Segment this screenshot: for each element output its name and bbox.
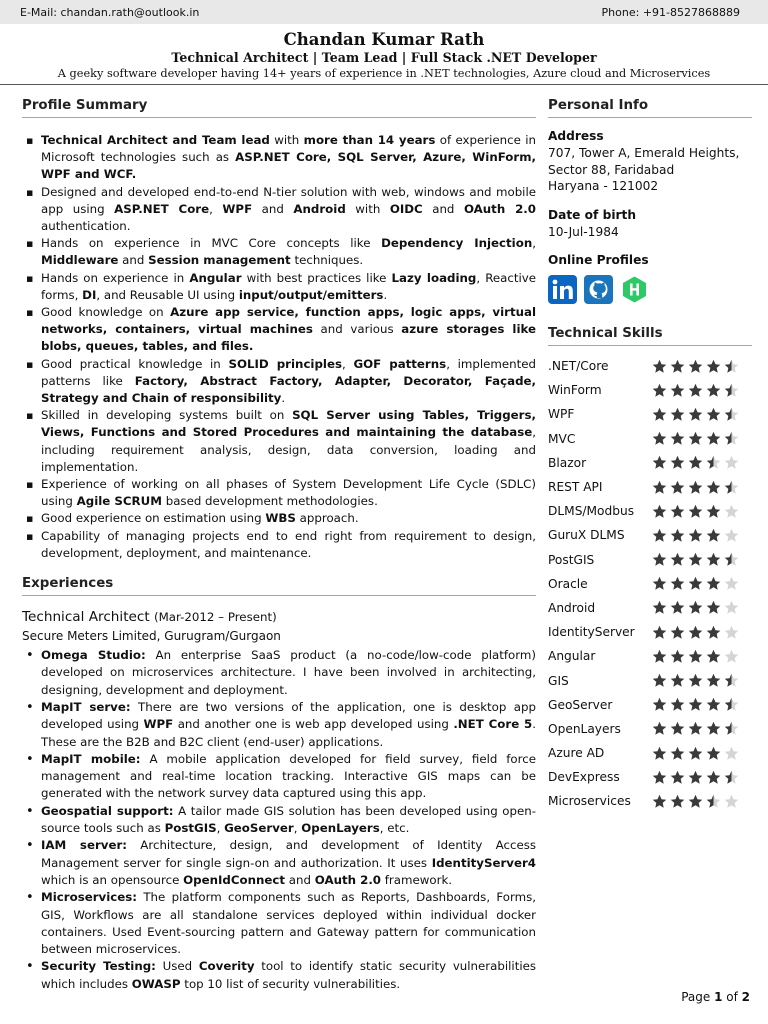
summary-bullet bbox=[22, 235, 536, 269]
online-profiles bbox=[548, 275, 752, 304]
skill-name: OpenLayers bbox=[548, 721, 621, 736]
job-title bbox=[22, 608, 536, 627]
star-icon bbox=[688, 625, 703, 640]
bold-text: Session management bbox=[148, 253, 291, 268]
star-icon bbox=[670, 794, 685, 809]
text-segment: , bbox=[293, 821, 302, 836]
project-bullet bbox=[22, 751, 536, 803]
star-icon bbox=[652, 504, 667, 519]
text-segment: framework. bbox=[381, 872, 453, 887]
bold-text: Android bbox=[293, 201, 346, 216]
text-segment: with best practices like bbox=[241, 270, 392, 285]
skill-row bbox=[548, 668, 752, 692]
candidate-tagline: A geeky software developer having 14+ years of experience in .NET technologies, Azure cloud and Microservices bbox=[57, 67, 711, 80]
bold-text: IAM server: bbox=[41, 838, 127, 853]
star-icon bbox=[652, 480, 667, 495]
skill-name: Angular bbox=[548, 649, 596, 664]
star-icon bbox=[670, 673, 685, 688]
star-icon bbox=[688, 600, 703, 615]
skill-rating bbox=[652, 455, 739, 470]
bold-text: ASP.NET Core, SQL Server, Azure, WinForm, WPF and WCF. bbox=[41, 150, 536, 182]
star-icon bbox=[688, 455, 703, 470]
text-segment: The platform components such as Reports, Dashboards, Forms, GIS, Workflows are all standalone services deployed within individual docker containers. Used Event-sourcing pattern and Gateway pattern for communication between microservices. bbox=[41, 890, 536, 957]
bold-text: input/output/emitters bbox=[238, 287, 384, 302]
project-bullet bbox=[22, 889, 536, 958]
text-segment: Good experience on estimation using bbox=[41, 511, 266, 526]
text-segment: Architecture, design, and development of Identity Access Management server for single sign-on and authorization. It uses bbox=[41, 838, 536, 870]
address-line: 707, Tower A, Emerald Heights, bbox=[548, 146, 740, 160]
text-segment: . bbox=[383, 287, 388, 302]
star-icon bbox=[688, 697, 703, 712]
skill-rating bbox=[652, 721, 739, 736]
text-segment: tool to identify static security vulnerabilities which includes bbox=[41, 959, 537, 991]
text-segment: with bbox=[345, 201, 390, 216]
text-segment: , bbox=[216, 821, 225, 836]
star-icon bbox=[688, 649, 703, 664]
bold-text: PostGIS bbox=[164, 821, 217, 836]
star-icon bbox=[652, 576, 667, 591]
skill-rating bbox=[652, 528, 739, 543]
skill-name: Microservices bbox=[548, 794, 631, 809]
skill-row bbox=[548, 644, 752, 668]
bold-text: Geospatial support: bbox=[41, 803, 174, 818]
bold-text: Angular bbox=[189, 270, 242, 285]
star-icon bbox=[670, 455, 685, 470]
star-icon bbox=[670, 480, 685, 495]
page-label: Page bbox=[681, 990, 715, 1004]
text-segment: , Reactive forms, bbox=[41, 270, 536, 302]
left-column bbox=[22, 98, 536, 993]
skill-name: Azure AD bbox=[548, 746, 605, 761]
bold-text: OAuth 2.0 bbox=[463, 201, 536, 216]
star-icon bbox=[706, 721, 721, 736]
bold-text: MapIT serve: bbox=[41, 699, 131, 714]
bold-text: WPF bbox=[143, 717, 174, 732]
star-icon bbox=[652, 746, 667, 761]
text-segment: A mobile application developed for field survey, field force management and real-time location tracking. Interactive GIS maps can be generated with the network survey data captured using this app. bbox=[41, 751, 536, 801]
hackerrank-icon[interactable] bbox=[620, 275, 649, 304]
star-icon bbox=[724, 746, 739, 761]
skill-name: PostGIS bbox=[548, 552, 595, 567]
summary-bullet bbox=[22, 356, 536, 408]
bold-text: DI bbox=[82, 287, 97, 302]
star-icon bbox=[688, 770, 703, 785]
star-icon bbox=[724, 359, 739, 374]
text-segment: Good practical knowledge in bbox=[41, 356, 229, 371]
skill-row bbox=[548, 499, 752, 523]
dob-value: 10-Jul-1984 bbox=[548, 224, 619, 239]
star-icon bbox=[706, 383, 721, 398]
skill-name: DLMS/Modbus bbox=[548, 504, 635, 519]
star-icon bbox=[688, 359, 703, 374]
star-icon bbox=[706, 746, 721, 761]
address-line: Sector 88, Faridabad bbox=[548, 162, 675, 177]
summary-bullet bbox=[22, 407, 536, 476]
skill-row bbox=[548, 523, 752, 547]
text-segment: techniques. bbox=[290, 253, 364, 268]
star-icon bbox=[724, 649, 739, 664]
summary-bullet bbox=[22, 184, 536, 236]
bold-text: Factory, Abstract Factory, Adapter, Decorator, Façade, Strategy and Chain of responsibility bbox=[41, 373, 537, 406]
skill-row bbox=[548, 378, 752, 402]
star-icon bbox=[724, 770, 739, 785]
star-icon bbox=[724, 794, 739, 809]
text-segment: of experience in Microsoft technologies such as bbox=[41, 133, 537, 165]
star-icon bbox=[688, 552, 703, 567]
star-icon bbox=[688, 504, 703, 519]
bold-text: GOF patterns bbox=[353, 356, 447, 371]
star-icon bbox=[670, 431, 685, 446]
job-title-text: Technical Architect bbox=[22, 609, 150, 626]
star-icon bbox=[652, 721, 667, 736]
skill-rating bbox=[652, 576, 739, 591]
skill-rating bbox=[652, 504, 739, 519]
star-icon bbox=[652, 770, 667, 785]
star-icon bbox=[706, 673, 721, 688]
skill-name: REST API bbox=[548, 480, 603, 495]
text-segment: and another one is web app developed using bbox=[173, 717, 454, 732]
bold-text: Technical Architect and Team lead bbox=[41, 133, 270, 147]
address-label: Address bbox=[548, 129, 604, 143]
star-icon bbox=[706, 697, 721, 712]
star-icon bbox=[706, 576, 721, 591]
bold-text: more than 14 years bbox=[303, 133, 436, 147]
text-segment: Skilled in developing systems built on bbox=[41, 408, 293, 423]
star-icon bbox=[724, 576, 739, 591]
star-icon bbox=[688, 721, 703, 736]
skill-row bbox=[548, 693, 752, 717]
star-icon bbox=[706, 528, 721, 543]
skill-row bbox=[548, 475, 752, 499]
star-icon bbox=[670, 576, 685, 591]
star-icon bbox=[670, 600, 685, 615]
text-segment: Hands on experience in MVC Core concepts like bbox=[41, 236, 382, 251]
bold-text: Dependency Injection bbox=[381, 236, 533, 251]
star-icon bbox=[688, 528, 703, 543]
star-icon bbox=[688, 431, 703, 446]
skill-name: GeoServer bbox=[548, 697, 613, 712]
star-icon bbox=[652, 649, 667, 664]
skill-row bbox=[548, 620, 752, 644]
star-icon bbox=[670, 770, 685, 785]
text-segment: There are two versions of the application, one is desktop app developed using bbox=[41, 699, 537, 732]
bold-text: azure storages like blobs, queues, tables, and files. bbox=[41, 322, 537, 354]
bold-text: WPF bbox=[222, 201, 253, 216]
star-icon bbox=[652, 600, 667, 615]
skill-rating bbox=[652, 649, 739, 664]
star-icon bbox=[670, 528, 685, 543]
github-icon[interactable] bbox=[584, 275, 613, 304]
skill-rating bbox=[652, 383, 739, 398]
project-bullet bbox=[22, 699, 536, 751]
star-icon bbox=[724, 504, 739, 519]
star-icon bbox=[724, 697, 739, 712]
star-icon bbox=[724, 528, 739, 543]
skill-name: MVC bbox=[548, 431, 576, 446]
email-text[interactable]: E-Mail: chandan.rath@outlook.in bbox=[20, 5, 200, 19]
resume-header bbox=[0, 30, 768, 81]
candidate-role: Technical Architect | Team Lead | Full Stack .NET Developer bbox=[171, 50, 597, 65]
skill-name: WPF bbox=[548, 407, 575, 422]
text-segment: , bbox=[209, 201, 223, 216]
skill-rating bbox=[652, 794, 739, 809]
bold-text: OWASP bbox=[131, 976, 181, 991]
company-name: Secure Meters Limited, Gurugram/Gurgaon bbox=[22, 629, 281, 644]
star-icon bbox=[706, 359, 721, 374]
skill-name: WinForm bbox=[548, 383, 602, 398]
skill-rating bbox=[652, 600, 739, 615]
skill-name: Oracle bbox=[548, 576, 588, 591]
star-icon bbox=[706, 770, 721, 785]
experiences-heading: Experiences bbox=[22, 576, 536, 596]
star-icon bbox=[706, 649, 721, 664]
bold-text: SQL Server using Tables, Triggers, Views, Functions and Stored Procedures and maintaining the database bbox=[41, 408, 537, 440]
skill-rating bbox=[652, 625, 739, 640]
text-segment: and various bbox=[312, 322, 402, 337]
star-icon bbox=[706, 600, 721, 615]
star-icon bbox=[688, 746, 703, 761]
skill-rating bbox=[652, 770, 739, 785]
bold-text: OAuth 2.0 bbox=[314, 872, 382, 887]
bold-text: Security Testing: bbox=[41, 959, 156, 974]
linkedin-icon[interactable] bbox=[548, 275, 577, 304]
bold-text: .NET Core 5 bbox=[453, 717, 533, 732]
project-bullet bbox=[22, 958, 536, 993]
candidate-name: Chandan Kumar Rath bbox=[283, 30, 485, 49]
star-icon bbox=[670, 746, 685, 761]
bold-text: OpenLayers bbox=[301, 821, 380, 836]
star-icon bbox=[670, 625, 685, 640]
technical-skills-heading: Technical Skills bbox=[548, 326, 752, 346]
skill-row bbox=[548, 789, 752, 813]
text-segment: based development methodologies. bbox=[161, 494, 378, 509]
star-icon bbox=[724, 600, 739, 615]
summary-bullet bbox=[22, 476, 536, 510]
skill-rating bbox=[652, 359, 739, 374]
star-icon bbox=[724, 673, 739, 688]
star-icon bbox=[724, 552, 739, 567]
bold-text: Microservices: bbox=[41, 890, 138, 905]
star-icon bbox=[688, 407, 703, 422]
skill-row bbox=[548, 548, 752, 572]
bold-text: OIDC bbox=[389, 201, 423, 216]
star-icon bbox=[670, 383, 685, 398]
skill-row bbox=[548, 765, 752, 789]
skill-name: GuruX DLMS bbox=[548, 528, 625, 543]
text-segment: Capability of managing projects end to end right from requirement to design, development, deployment, and maintenance. bbox=[41, 528, 536, 560]
star-icon bbox=[652, 359, 667, 374]
bold-text: Middleware bbox=[41, 253, 119, 268]
text-segment: Experience of working on all phases of System Development Life Cycle (SDLC) using bbox=[41, 477, 536, 509]
star-icon bbox=[688, 794, 703, 809]
star-icon bbox=[724, 480, 739, 495]
bold-text: GeoServer bbox=[224, 821, 294, 836]
text-segment: and bbox=[422, 201, 464, 216]
bold-text: Coverity bbox=[198, 959, 255, 974]
bold-text: WBS bbox=[265, 511, 296, 526]
text-segment: and bbox=[252, 201, 294, 216]
text-segment: Designed and developed end-to-end N-tier solution with web, windows and mobile app using bbox=[41, 184, 536, 216]
star-icon bbox=[724, 625, 739, 640]
personal-info-heading: Personal Info bbox=[548, 98, 752, 118]
star-icon bbox=[706, 504, 721, 519]
skill-row bbox=[548, 741, 752, 765]
star-icon bbox=[724, 721, 739, 736]
star-icon bbox=[652, 697, 667, 712]
text-segment: An enterprise SaaS product (a no-code/low-code platform) developed on microservices architecture. I have been involved in architecting, designing, development and deployment. bbox=[41, 648, 536, 697]
text-segment: . These are the B2B and B2C client (end-user) applications. bbox=[41, 717, 536, 749]
text-segment: which is an opensource bbox=[41, 872, 184, 887]
skill-rating bbox=[652, 480, 739, 495]
right-column bbox=[548, 98, 752, 814]
project-bullet bbox=[22, 837, 536, 889]
bold-text: Agile SCRUM bbox=[76, 494, 162, 509]
profile-summary-list bbox=[22, 132, 536, 562]
star-icon bbox=[652, 673, 667, 688]
text-segment: , bbox=[342, 356, 354, 371]
skill-rating bbox=[652, 673, 739, 688]
star-icon bbox=[652, 625, 667, 640]
summary-bullet bbox=[22, 270, 536, 304]
skill-rating bbox=[652, 746, 739, 761]
project-bullet bbox=[22, 647, 536, 699]
job-period: (Mar-2012 – Present) bbox=[154, 610, 277, 625]
bold-text: MapIT mobile: bbox=[41, 751, 141, 766]
star-icon bbox=[706, 794, 721, 809]
dob-label: Date of birth bbox=[548, 207, 637, 222]
star-icon bbox=[652, 407, 667, 422]
star-icon bbox=[652, 528, 667, 543]
profile-summary-heading: Profile Summary bbox=[22, 98, 536, 118]
skill-row bbox=[548, 427, 752, 451]
text-segment: , etc. bbox=[379, 821, 410, 836]
star-icon bbox=[724, 407, 739, 422]
skill-rating bbox=[652, 552, 739, 567]
star-icon bbox=[670, 697, 685, 712]
page-footer bbox=[681, 990, 750, 1004]
skill-row bbox=[548, 451, 752, 475]
text-segment: and bbox=[285, 872, 315, 887]
summary-bullet bbox=[22, 510, 536, 527]
text-segment: authentication. bbox=[41, 219, 131, 234]
text-segment: , including requirement analysis, design, data conversion, loading and implementation. bbox=[41, 425, 536, 474]
skill-name: IdentityServer bbox=[548, 625, 635, 640]
star-icon bbox=[724, 455, 739, 470]
header-divider bbox=[0, 84, 768, 85]
star-icon bbox=[706, 455, 721, 470]
star-icon bbox=[724, 383, 739, 398]
star-icon bbox=[688, 673, 703, 688]
skill-name: GIS bbox=[548, 673, 569, 688]
online-profiles-label: Online Profiles bbox=[548, 253, 649, 267]
text-segment: and bbox=[118, 253, 149, 268]
text-segment: top 10 list of security vulnerabilities. bbox=[180, 976, 401, 991]
bold-text: ASP.NET Core bbox=[114, 201, 210, 216]
skill-rating bbox=[652, 697, 739, 712]
bold-text: Lazy loading bbox=[391, 270, 477, 285]
summary-bullet bbox=[22, 528, 536, 562]
text-segment: with bbox=[269, 133, 304, 147]
star-icon bbox=[688, 383, 703, 398]
summary-bullet bbox=[22, 304, 536, 356]
skill-name: DevExpress bbox=[548, 770, 620, 785]
contact-bar bbox=[0, 0, 768, 24]
text-segment: . bbox=[281, 391, 286, 406]
text-segment: , bbox=[532, 236, 536, 251]
address-line: Haryana - 121002 bbox=[548, 179, 659, 193]
text-segment: , implemented patterns like bbox=[41, 356, 537, 388]
skill-name: Blazor bbox=[548, 455, 587, 470]
star-icon bbox=[706, 552, 721, 567]
star-icon bbox=[706, 625, 721, 640]
page-current: 1 bbox=[714, 990, 723, 1004]
bold-text: IdentityServer4 bbox=[431, 855, 536, 870]
skill-row bbox=[548, 717, 752, 741]
bold-text: Azure app service, function apps, logic apps, virtual networks, containers, virtual machines bbox=[41, 305, 537, 337]
bold-text: SOLID principles bbox=[228, 356, 342, 371]
summary-bullet bbox=[22, 132, 536, 184]
star-icon bbox=[688, 576, 703, 591]
text-segment: Hands on experience in bbox=[41, 270, 190, 285]
skill-row bbox=[548, 354, 752, 378]
skill-name: Android bbox=[548, 600, 596, 615]
page-total: 2 bbox=[741, 990, 750, 1004]
text-segment: , and Reusable UI using bbox=[96, 287, 239, 302]
skill-row bbox=[548, 572, 752, 596]
text-segment: A tailor made GIS solution has been developed using open-source tools such as bbox=[41, 803, 536, 836]
text-segment: approach. bbox=[295, 511, 359, 526]
star-icon bbox=[670, 649, 685, 664]
star-icon bbox=[652, 383, 667, 398]
skill-row bbox=[548, 596, 752, 620]
text-segment: Good knowledge on bbox=[41, 305, 171, 320]
phone-text[interactable]: Phone: +91-8527868889 bbox=[601, 5, 740, 19]
skill-rating bbox=[652, 407, 739, 422]
text-segment: Used bbox=[155, 959, 199, 974]
star-icon bbox=[652, 552, 667, 567]
star-icon bbox=[652, 455, 667, 470]
project-bullet bbox=[22, 803, 536, 838]
star-icon bbox=[670, 359, 685, 374]
star-icon bbox=[652, 431, 667, 446]
page-of: of bbox=[722, 990, 742, 1004]
star-icon bbox=[688, 480, 703, 495]
star-icon bbox=[706, 407, 721, 422]
star-icon bbox=[706, 480, 721, 495]
star-icon bbox=[670, 721, 685, 736]
star-icon bbox=[670, 407, 685, 422]
star-icon bbox=[724, 431, 739, 446]
skill-row bbox=[548, 402, 752, 426]
project-list bbox=[22, 647, 536, 993]
star-icon bbox=[706, 431, 721, 446]
skill-name: .NET/Core bbox=[548, 359, 609, 374]
bold-text: Omega Studio: bbox=[41, 648, 146, 663]
skill-rating bbox=[652, 431, 739, 446]
star-icon bbox=[670, 552, 685, 567]
star-icon bbox=[652, 794, 667, 809]
bold-text: OpenIdConnect bbox=[183, 872, 286, 887]
star-icon bbox=[670, 504, 685, 519]
skills-list bbox=[548, 354, 752, 814]
